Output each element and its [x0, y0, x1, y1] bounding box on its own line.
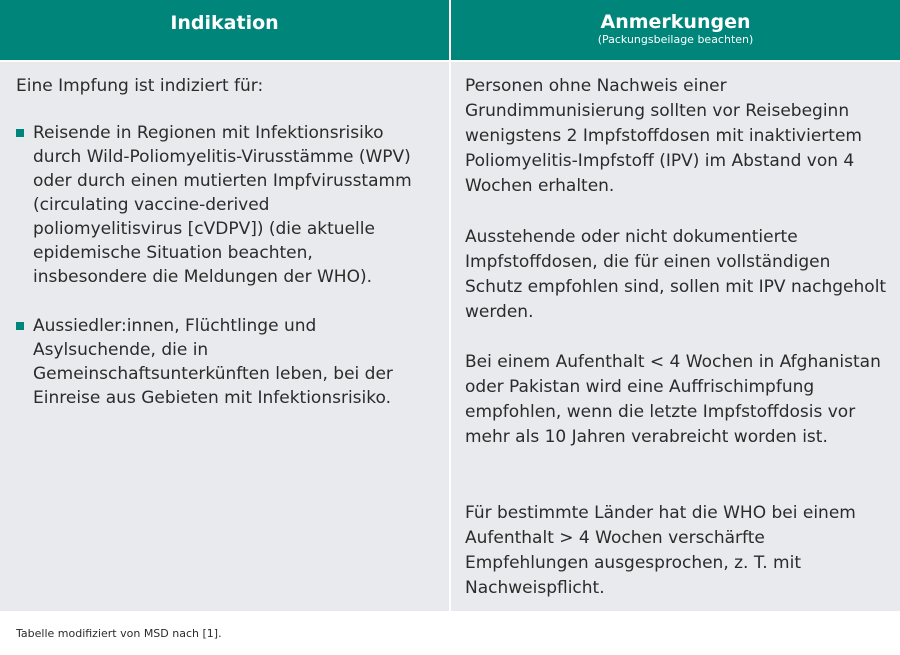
header-title-anmerkungen: Anmerkungen [600, 11, 751, 33]
table-footnote: Tabelle modifiziert von MSD nach [1]. [16, 627, 222, 640]
header-subtitle-anmerkungen: (Packungsbeilage beachten) [597, 33, 754, 46]
anmerkung-paragraph: Ausstehende oder nicht dokumentierte Impfstoffdosen, die für einen vollständigen Schutz empfohlen sind, sollen mit IPV nachgeholt werden. [465, 227, 887, 322]
list-item-text: Aussiedler:innen, Flüchtlinge und Asylsuchende, die in Gemeinschaftsunterkünften leben, bei der Einreise aus Gebieten mit Infektionsrisiko. [33, 316, 393, 408]
header-title-indikation: Indikation [170, 12, 279, 34]
header-anmerkungen [451, 0, 900, 60]
list-item [16, 314, 416, 410]
square-bullet-icon [16, 129, 24, 137]
header-indikation [0, 0, 449, 60]
square-bullet-icon [16, 322, 24, 330]
indikation-intro: Eine Impfung ist indiziert für: [16, 76, 264, 96]
indikation-cell [0, 62, 449, 611]
list-item-text: Reisende in Regionen mit Infektionsrisiko durch Wild-Poliomyelitis-Virusstämme (WPV) oder durch einen mutierten Impfvirusstamm (circulating vaccine-derived poliomyelitisvirus [cVDPV]) (die aktuelle epidemische Situation beachten, insbesondere die Meldungen der WHO). [33, 123, 412, 287]
list-item [16, 121, 416, 289]
anmerkung-paragraph: Bei einem Aufenthalt < 4 Wochen in Afghanistan oder Pakistan wird eine Auffrischimpfung empfohlen, wenn die letzte Impfstoffdosis vor mehr als 10 Jahren verabreicht worden ist. [465, 352, 881, 447]
anmerkung-paragraph: Für bestimmte Länder hat die WHO bei einem Aufenthalt > 4 Wochen verschärfte Empfehlungen ausgesprochen, z. T. mit Nachweispflicht. [465, 503, 856, 598]
anmerkung-paragraph: Personen ohne Nachweis einer Grundimmunisierung sollten vor Reisebeginn wenigstens 2 Impfstoffdosen mit inaktiviertem Poliomyelitis-Impfstoff (IPV) im Abstand von 4 Wochen erhalten. [465, 76, 862, 196]
anmerkungen-cell [451, 62, 900, 611]
